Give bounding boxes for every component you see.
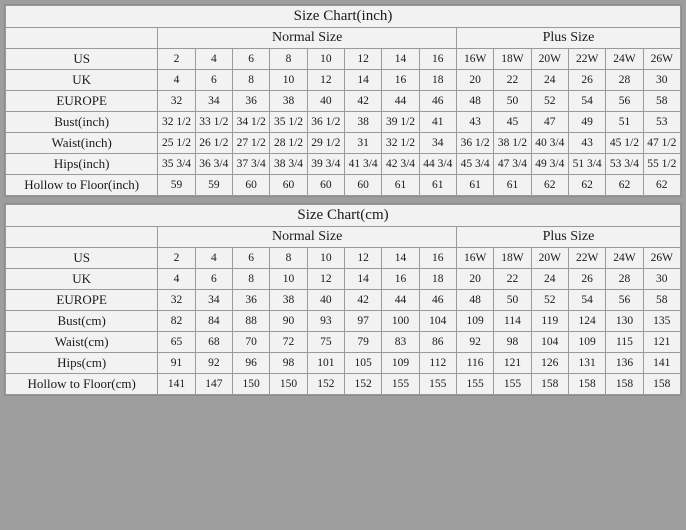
table-row (6, 332, 681, 353)
cell: 54 (568, 290, 605, 311)
cell: 61 (419, 175, 456, 196)
row-label-hollow-to-floor-inch: Hollow to Floor(inch) (6, 175, 158, 196)
cell: 109 (382, 353, 419, 374)
cell: 12 (344, 49, 381, 70)
table-row (6, 248, 681, 269)
cell: 38 (270, 290, 307, 311)
cell: 26 1/2 (195, 133, 232, 154)
cell: 37 3/4 (233, 154, 270, 175)
cell: 41 (419, 112, 456, 133)
page-title-cm: Size Chart(cm) (6, 205, 681, 227)
cell: 62 (643, 175, 680, 196)
table-row (6, 353, 681, 374)
cell: 18W (494, 49, 531, 70)
cell: 16 (382, 70, 419, 91)
cell: 24W (606, 248, 643, 269)
cell: 75 (307, 332, 344, 353)
cell: 26W (643, 49, 680, 70)
cell: 51 3/4 (568, 154, 605, 175)
cell: 10 (270, 70, 307, 91)
cell: 39 1/2 (382, 112, 419, 133)
cell: 20 (456, 70, 493, 91)
table-row (6, 374, 681, 395)
cell: 26 (568, 70, 605, 91)
table-row (6, 133, 681, 154)
cell: 79 (344, 332, 381, 353)
cell: 60 (344, 175, 381, 196)
cell: 48 (456, 91, 493, 112)
cell: 6 (233, 248, 270, 269)
cell: 61 (382, 175, 419, 196)
cell: 40 3/4 (531, 133, 568, 154)
cell: 16W (456, 248, 493, 269)
row-label-waist-inch: Waist(inch) (6, 133, 158, 154)
row-label-hollow-to-floor-cm: Hollow to Floor(cm) (6, 374, 158, 395)
cell: 47 (531, 112, 568, 133)
cell: 22 (494, 269, 531, 290)
cell: 24 (531, 269, 568, 290)
cell: 115 (606, 332, 643, 353)
cell: 98 (270, 353, 307, 374)
cell: 4 (195, 49, 232, 70)
cell: 34 (195, 91, 232, 112)
cell: 72 (270, 332, 307, 353)
cell: 41 3/4 (344, 154, 381, 175)
size-chart-cm (4, 203, 682, 396)
cell: 47 3/4 (494, 154, 531, 175)
cell: 84 (195, 311, 232, 332)
cell: 43 (456, 112, 493, 133)
cell: 16 (419, 248, 456, 269)
cell: 26W (643, 248, 680, 269)
cell: 141 (643, 353, 680, 374)
cell: 18 (419, 70, 456, 91)
table-row (6, 290, 681, 311)
cell: 124 (568, 311, 605, 332)
cell: 8 (233, 70, 270, 91)
cell: 38 (344, 112, 381, 133)
cell: 126 (531, 353, 568, 374)
cell: 83 (382, 332, 419, 353)
cell: 60 (233, 175, 270, 196)
cell: 86 (419, 332, 456, 353)
cell: 38 (270, 91, 307, 112)
cell: 82 (158, 311, 195, 332)
cell: 4 (158, 70, 195, 91)
cell: 36 (233, 91, 270, 112)
size-chart-inch-table (5, 5, 681, 196)
size-chart-cm-table (5, 204, 681, 395)
cell: 16 (419, 49, 456, 70)
cell: 62 (531, 175, 568, 196)
group-normal-size-inch: Normal Size (158, 28, 457, 49)
cell: 28 (606, 269, 643, 290)
cell: 147 (195, 374, 232, 395)
cell: 65 (158, 332, 195, 353)
cell: 31 (344, 133, 381, 154)
cell: 101 (307, 353, 344, 374)
cell: 45 1/2 (606, 133, 643, 154)
row-label-hips-cm: Hips(cm) (6, 353, 158, 374)
cell: 45 3/4 (456, 154, 493, 175)
cell: 46 (419, 91, 456, 112)
cell: 49 (568, 112, 605, 133)
row-label-europe-inch: EUROPE (6, 91, 158, 112)
cell: 2 (158, 49, 195, 70)
cell: 36 1/2 (307, 112, 344, 133)
cell: 35 1/2 (270, 112, 307, 133)
cell: 155 (419, 374, 456, 395)
cell: 28 1/2 (270, 133, 307, 154)
cell: 32 (158, 91, 195, 112)
cell: 14 (382, 49, 419, 70)
cell: 20 (456, 269, 493, 290)
cell: 121 (494, 353, 531, 374)
cell: 30 (643, 269, 680, 290)
cell: 105 (344, 353, 381, 374)
row-label-waist-cm: Waist(cm) (6, 332, 158, 353)
row-label-us-inch: US (6, 49, 158, 70)
group-blank-cell-inch (6, 28, 158, 49)
group-plus-size-inch: Plus Size (456, 28, 680, 49)
table-row (6, 49, 681, 70)
cell: 158 (606, 374, 643, 395)
row-label-bust-cm: Bust(cm) (6, 311, 158, 332)
cell: 14 (344, 70, 381, 91)
cell: 47 1/2 (643, 133, 680, 154)
table-row (6, 154, 681, 175)
cell: 136 (606, 353, 643, 374)
cell: 92 (195, 353, 232, 374)
table-row (6, 70, 681, 91)
cell: 158 (568, 374, 605, 395)
cell: 12 (307, 269, 344, 290)
cell: 38 3/4 (270, 154, 307, 175)
cell: 56 (606, 290, 643, 311)
cell: 12 (344, 248, 381, 269)
cell: 131 (568, 353, 605, 374)
cell: 44 3/4 (419, 154, 456, 175)
cell: 155 (456, 374, 493, 395)
cell: 34 (419, 133, 456, 154)
cell: 10 (307, 49, 344, 70)
cell: 54 (568, 91, 605, 112)
page-title-inch: Size Chart(inch) (6, 6, 681, 28)
group-blank-cell-cm (6, 227, 158, 248)
group-header-row (6, 227, 681, 248)
cell: 62 (568, 175, 605, 196)
cell: 53 3/4 (606, 154, 643, 175)
cell: 53 (643, 112, 680, 133)
cell: 42 3/4 (382, 154, 419, 175)
group-plus-size-cm: Plus Size (456, 227, 680, 248)
table-row (6, 269, 681, 290)
cell: 6 (195, 269, 232, 290)
cell: 48 (456, 290, 493, 311)
cell: 20W (531, 49, 568, 70)
cell: 112 (419, 353, 456, 374)
cell: 130 (606, 311, 643, 332)
cell: 158 (531, 374, 568, 395)
group-header-row (6, 28, 681, 49)
cell: 45 (494, 112, 531, 133)
cell: 28 (606, 70, 643, 91)
cell: 56 (606, 91, 643, 112)
cell: 109 (456, 311, 493, 332)
cell: 36 3/4 (195, 154, 232, 175)
table-title-row (6, 6, 681, 28)
cell: 8 (233, 269, 270, 290)
cell: 158 (643, 374, 680, 395)
cell: 32 1/2 (382, 133, 419, 154)
cell: 59 (158, 175, 195, 196)
table-row (6, 112, 681, 133)
cell: 60 (270, 175, 307, 196)
cell: 4 (195, 248, 232, 269)
cell: 2 (158, 248, 195, 269)
cell: 12 (307, 70, 344, 91)
cell: 38 1/2 (494, 133, 531, 154)
cell: 61 (494, 175, 531, 196)
cell: 61 (456, 175, 493, 196)
cell: 18W (494, 248, 531, 269)
cell: 109 (568, 332, 605, 353)
cell: 119 (531, 311, 568, 332)
cell: 8 (270, 248, 307, 269)
cell: 34 (195, 290, 232, 311)
cell: 93 (307, 311, 344, 332)
cell: 39 3/4 (307, 154, 344, 175)
cell: 4 (158, 269, 195, 290)
cell: 100 (382, 311, 419, 332)
cell: 60 (307, 175, 344, 196)
cell: 18 (419, 269, 456, 290)
cell: 114 (494, 311, 531, 332)
size-chart-inch (4, 4, 682, 197)
cell: 8 (270, 49, 307, 70)
cell: 62 (606, 175, 643, 196)
cell: 43 (568, 133, 605, 154)
cell: 16 (382, 269, 419, 290)
table-row (6, 311, 681, 332)
cell: 16W (456, 49, 493, 70)
cell: 155 (494, 374, 531, 395)
table-row (6, 91, 681, 112)
cell: 40 (307, 91, 344, 112)
cell: 10 (307, 248, 344, 269)
cell: 91 (158, 353, 195, 374)
cell: 42 (344, 290, 381, 311)
cell: 32 1/2 (158, 112, 195, 133)
cell: 141 (158, 374, 195, 395)
cell: 88 (233, 311, 270, 332)
cell: 40 (307, 290, 344, 311)
row-label-uk-inch: UK (6, 70, 158, 91)
cell: 6 (195, 70, 232, 91)
cell: 42 (344, 91, 381, 112)
row-label-bust-inch: Bust(inch) (6, 112, 158, 133)
row-label-europe-cm: EUROPE (6, 290, 158, 311)
table-title-row (6, 205, 681, 227)
cell: 33 1/2 (195, 112, 232, 133)
cell: 51 (606, 112, 643, 133)
cell: 6 (233, 49, 270, 70)
cell: 150 (233, 374, 270, 395)
cell: 46 (419, 290, 456, 311)
cell: 90 (270, 311, 307, 332)
cell: 26 (568, 269, 605, 290)
cell: 152 (344, 374, 381, 395)
cell: 104 (531, 332, 568, 353)
cell: 20W (531, 248, 568, 269)
cell: 50 (494, 290, 531, 311)
table-row (6, 175, 681, 196)
cell: 59 (195, 175, 232, 196)
cell: 29 1/2 (307, 133, 344, 154)
cell: 44 (382, 290, 419, 311)
cell: 49 3/4 (531, 154, 568, 175)
cell: 155 (382, 374, 419, 395)
cell: 55 1/2 (643, 154, 680, 175)
cell: 27 1/2 (233, 133, 270, 154)
cell: 25 1/2 (158, 133, 195, 154)
cell: 44 (382, 91, 419, 112)
cell: 58 (643, 290, 680, 311)
cell: 52 (531, 91, 568, 112)
cell: 70 (233, 332, 270, 353)
row-label-us-cm: US (6, 248, 158, 269)
cell: 52 (531, 290, 568, 311)
cell: 22W (568, 49, 605, 70)
cell: 14 (382, 248, 419, 269)
cell: 32 (158, 290, 195, 311)
cell: 116 (456, 353, 493, 374)
cell: 50 (494, 91, 531, 112)
group-normal-size-cm: Normal Size (158, 227, 457, 248)
cell: 35 3/4 (158, 154, 195, 175)
cell: 30 (643, 70, 680, 91)
cell: 34 1/2 (233, 112, 270, 133)
cell: 104 (419, 311, 456, 332)
cell: 22W (568, 248, 605, 269)
cell: 24W (606, 49, 643, 70)
cell: 36 (233, 290, 270, 311)
cell: 10 (270, 269, 307, 290)
cell: 36 1/2 (456, 133, 493, 154)
cell: 24 (531, 70, 568, 91)
cell: 92 (456, 332, 493, 353)
row-label-hips-inch: Hips(inch) (6, 154, 158, 175)
cell: 150 (270, 374, 307, 395)
cell: 68 (195, 332, 232, 353)
cell: 152 (307, 374, 344, 395)
cell: 121 (643, 332, 680, 353)
cell: 97 (344, 311, 381, 332)
cell: 135 (643, 311, 680, 332)
cell: 58 (643, 91, 680, 112)
cell: 98 (494, 332, 531, 353)
cell: 96 (233, 353, 270, 374)
row-label-uk-cm: UK (6, 269, 158, 290)
cell: 22 (494, 70, 531, 91)
cell: 14 (344, 269, 381, 290)
